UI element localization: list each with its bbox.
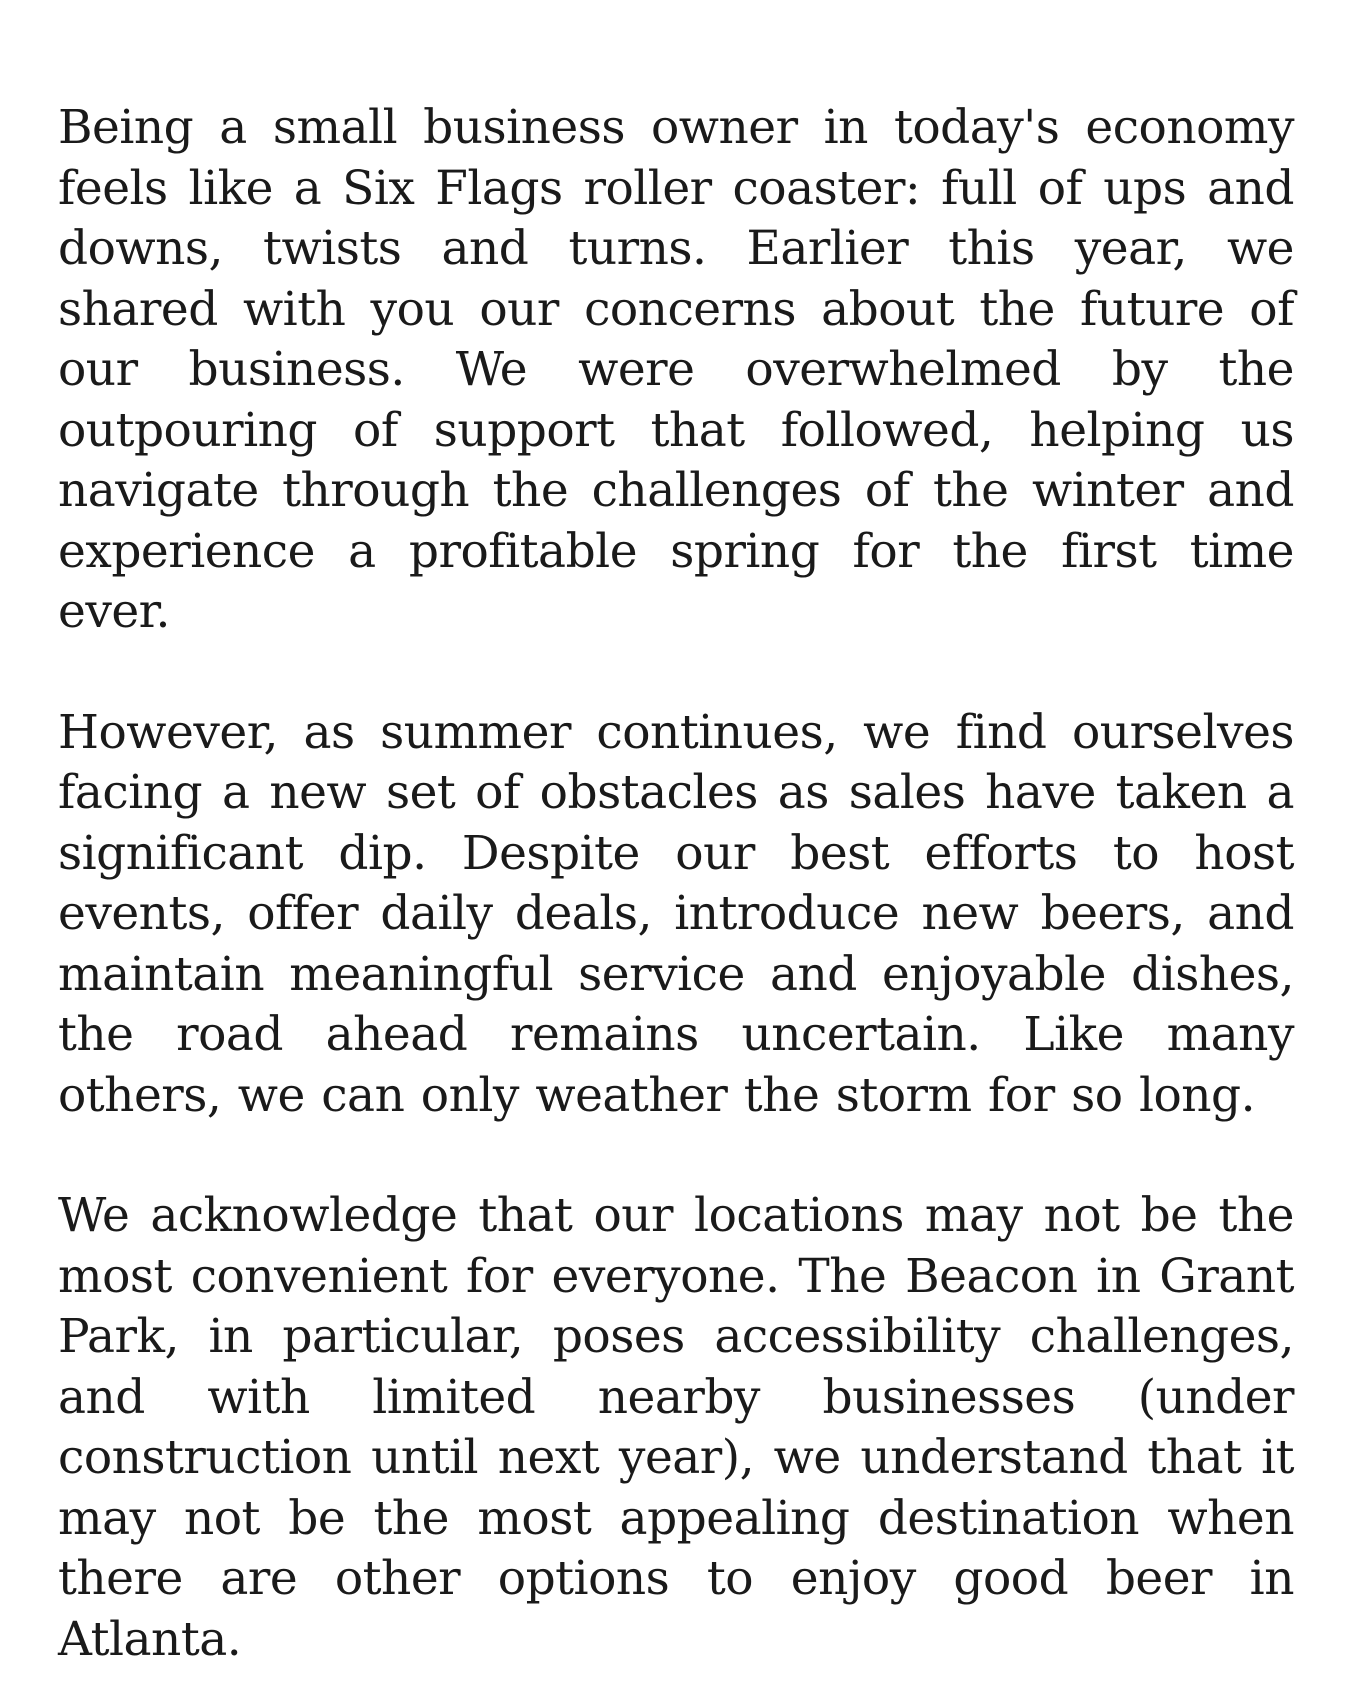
document-body <box>58 98 1294 1670</box>
paragraph-2: However, as summer continues, we find ourselves facing a new set of obstacles as sales have taken a significant dip. Despite our best efforts to host events, offer daily deals, introduce new beers, and maintain meaningful service and enjoyable dishes, the road ahead remains uncertain. Like many others, we can only weather the storm for so long. <box>58 704 1294 1123</box>
paragraph-3: We acknowledge that our locations may not be the most convenient for everyone. The Beacon in Grant Park, in particular, poses accessibility challenges, and with limited nearby businesses (under construction until next year), we understand that it may not be the most appealing destination when there are other options to enjoy good beer in Atlanta. <box>58 1188 1294 1667</box>
paragraph-1: Being a small business owner in today's economy feels like a Six Flags roller coaster: full of ups and downs, twists and turns. Earlier this year, we shared with you our concerns about the future of our business. We were overwhelmed by the outpouring of support that followed, helping us navigate through the challenges of the winter and experience a profitable spring for the first time ever. <box>58 100 1294 639</box>
